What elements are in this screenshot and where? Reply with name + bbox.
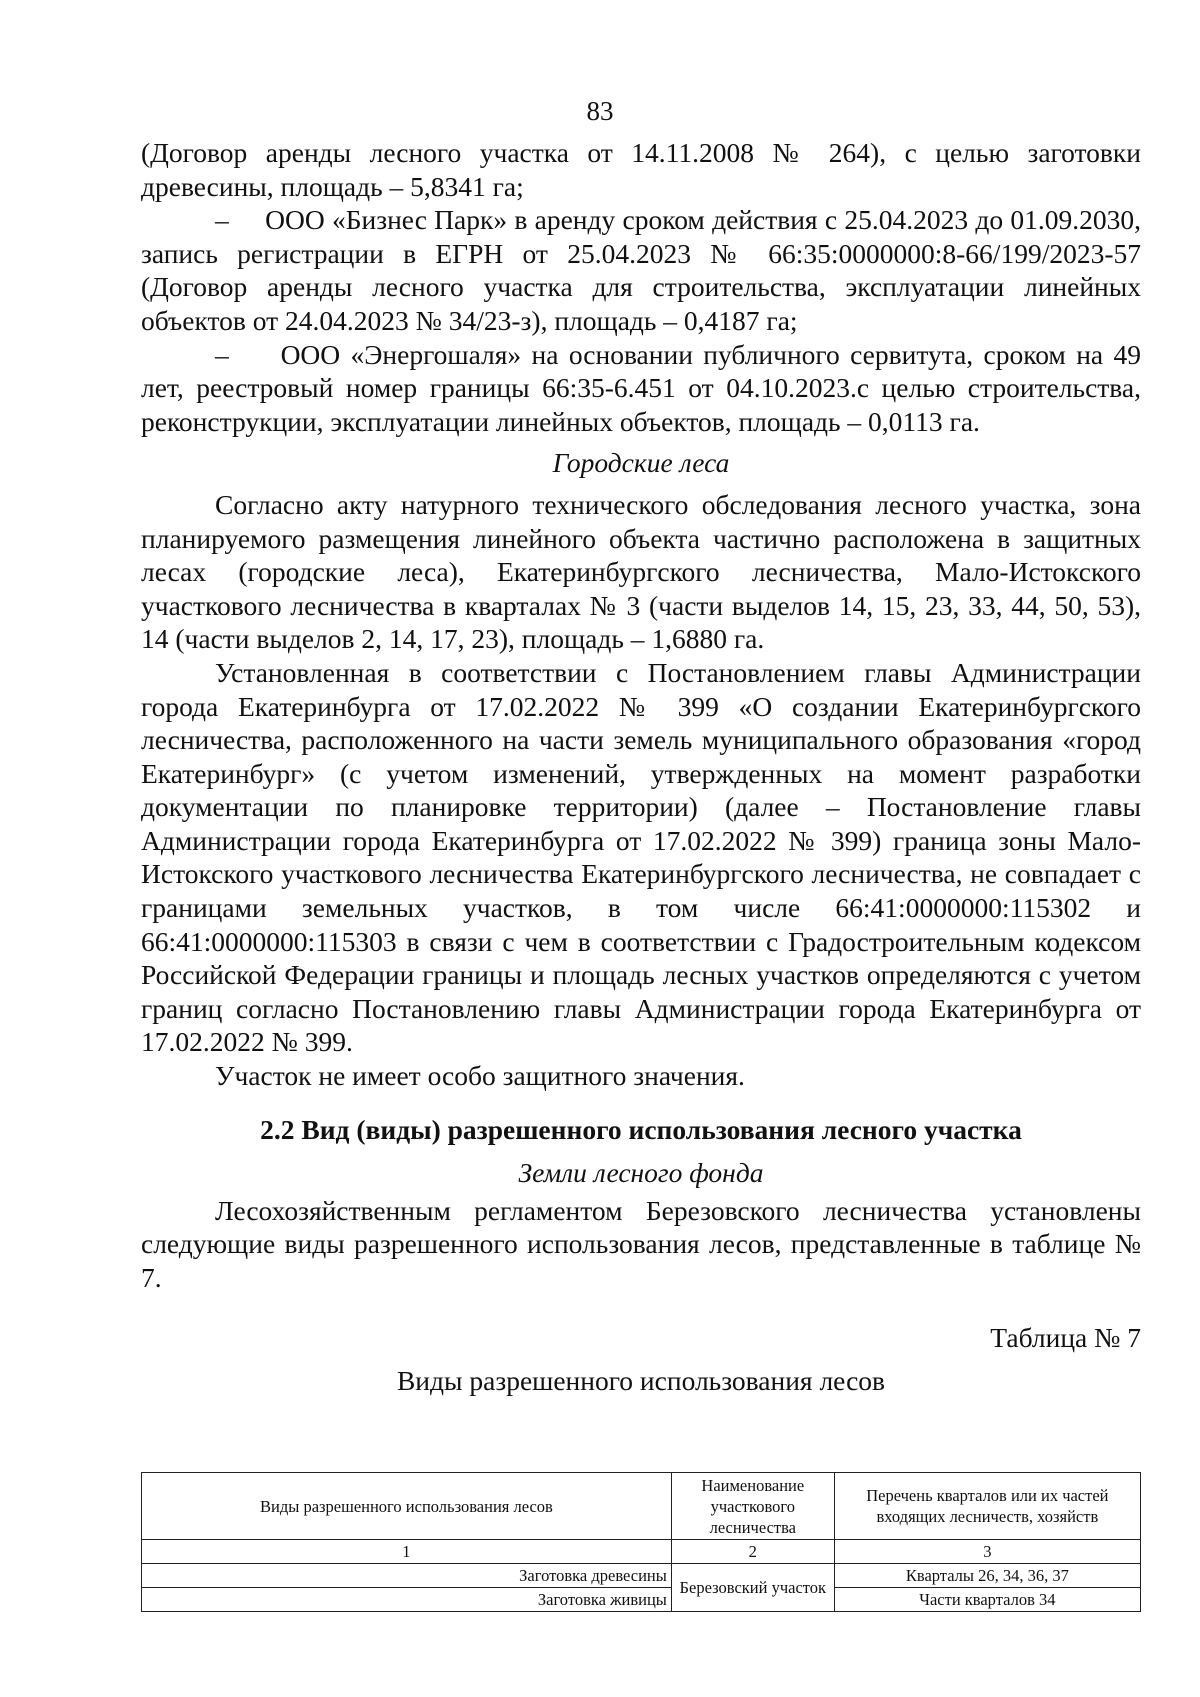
cell-use: Заготовка древесины bbox=[142, 1564, 672, 1588]
paragraph: Лесохозяйственным регламентом Березовского лесничества установлены следующие виды разрешенного использования лесов, представленные в таблице № 7. bbox=[141, 1194, 1141, 1293]
paragraph: – ООО «Энергошаля» на основании публичного сервитута, сроком на 49 лет, реестровый номер границы 66:35-6.451 от 04.10.2023.с целью строительства, реконструкции, эксплуатации линейных объектов, площадь – 0,0113 га. bbox=[141, 338, 1141, 437]
paragraph: (Договор аренды лесного участка от 14.11.2008 № 264), с целью заготовки древесины, площадь – 5,8341 га; bbox=[141, 137, 1141, 202]
table-label: Таблица № 7 bbox=[990, 1321, 1141, 1353]
header-cell-quarters: Перечень кварталов или их частей входящих лесничеств, хозяйств bbox=[834, 1473, 1140, 1540]
paragraph: Участок не имеет особо защитного значения. bbox=[215, 1060, 745, 1092]
cell-district: Березовский участок bbox=[671, 1564, 834, 1612]
table-title: Виды разрешенного использования лесов bbox=[396, 1365, 886, 1397]
paragraph: Согласно акту натурного технического обследования лесного участка, зона планируемого размещения линейного объекта частично расположена в защитных лесах (городские леса), Екатеринбургского лесничества, Мало-Истокского участкового лесничества в кварталах № 3 (части выделов 14, 15, 23, 33, 44, 50, 53), 14 (части выделов 2, 14, 17, 23), площадь – 1,6880 га. bbox=[141, 488, 1141, 655]
paragraph: Установленная в соответствии с Постановлением главы Администрации города Екатеринбурга от 17.02.2022 № 399 «О создании Екатеринбургского лесничества, расположенного на части земель муниципального образования «город Екатеринбург» (с учетом изменений, утвержденных на момент разработки документации по планировке территории) (далее – Постановление главы Администрации города Екатеринбурга от 17.02.2022 № 399) граница зоны Мало-Истокского участкового лесничества Екатеринбургского лесничества, не совпадает с границами земельных участков, в том числе 66:41:0000000:115302 и 66:41:0000000:115303 в связи с чем в соответствии с Градостроительным кодексом Российской Федерации границы и площадь лесных участков определяются с учетом границ согласно Постановлению главы Администрации города Екатеринбурга от 17.02.2022 № 399. bbox=[141, 656, 1141, 1058]
document-body bbox=[141, 136, 1141, 1398]
section-heading-2-2: 2.2 Вид (виды) разрешенного использования лесного участка bbox=[260, 1113, 1022, 1145]
column-number: 2 bbox=[671, 1540, 834, 1564]
cell-quarters: Части кварталов 34 bbox=[834, 1588, 1140, 1612]
cell-quarters: Кварталы 26, 34, 36, 37 bbox=[834, 1564, 1140, 1588]
table-row bbox=[142, 1564, 1141, 1588]
table-header-row bbox=[142, 1473, 1141, 1540]
column-number: 3 bbox=[834, 1540, 1140, 1564]
permitted-use-table bbox=[141, 1472, 1141, 1612]
table-column-number-row bbox=[142, 1540, 1141, 1564]
cell-use: Заготовка живицы bbox=[142, 1588, 672, 1612]
column-number: 1 bbox=[142, 1540, 672, 1564]
paragraph: – ООО «Бизнес Парк» в аренду сроком действия с 25.04.2023 до 01.09.2030, запись регистрации в ЕГРН от 25.04.2023 № 66:35:0000000:8-66/199/2023-57 (Договор аренды лесного участка для строительства, эксплуатации линейных объектов от 24.04.2023 № 34/23-з), площадь – 0,4187 га; bbox=[141, 204, 1141, 336]
section-heading-city-forests: Городские леса bbox=[552, 447, 730, 479]
header-cell-use: Виды разрешенного использования лесов bbox=[142, 1473, 672, 1540]
table-row bbox=[142, 1588, 1141, 1612]
subheading-forest-fund: Земли лесного фонда bbox=[518, 1157, 764, 1189]
header-cell-district: Наименование участкового лесничества bbox=[671, 1473, 834, 1540]
page-number: 83 bbox=[586, 96, 614, 126]
